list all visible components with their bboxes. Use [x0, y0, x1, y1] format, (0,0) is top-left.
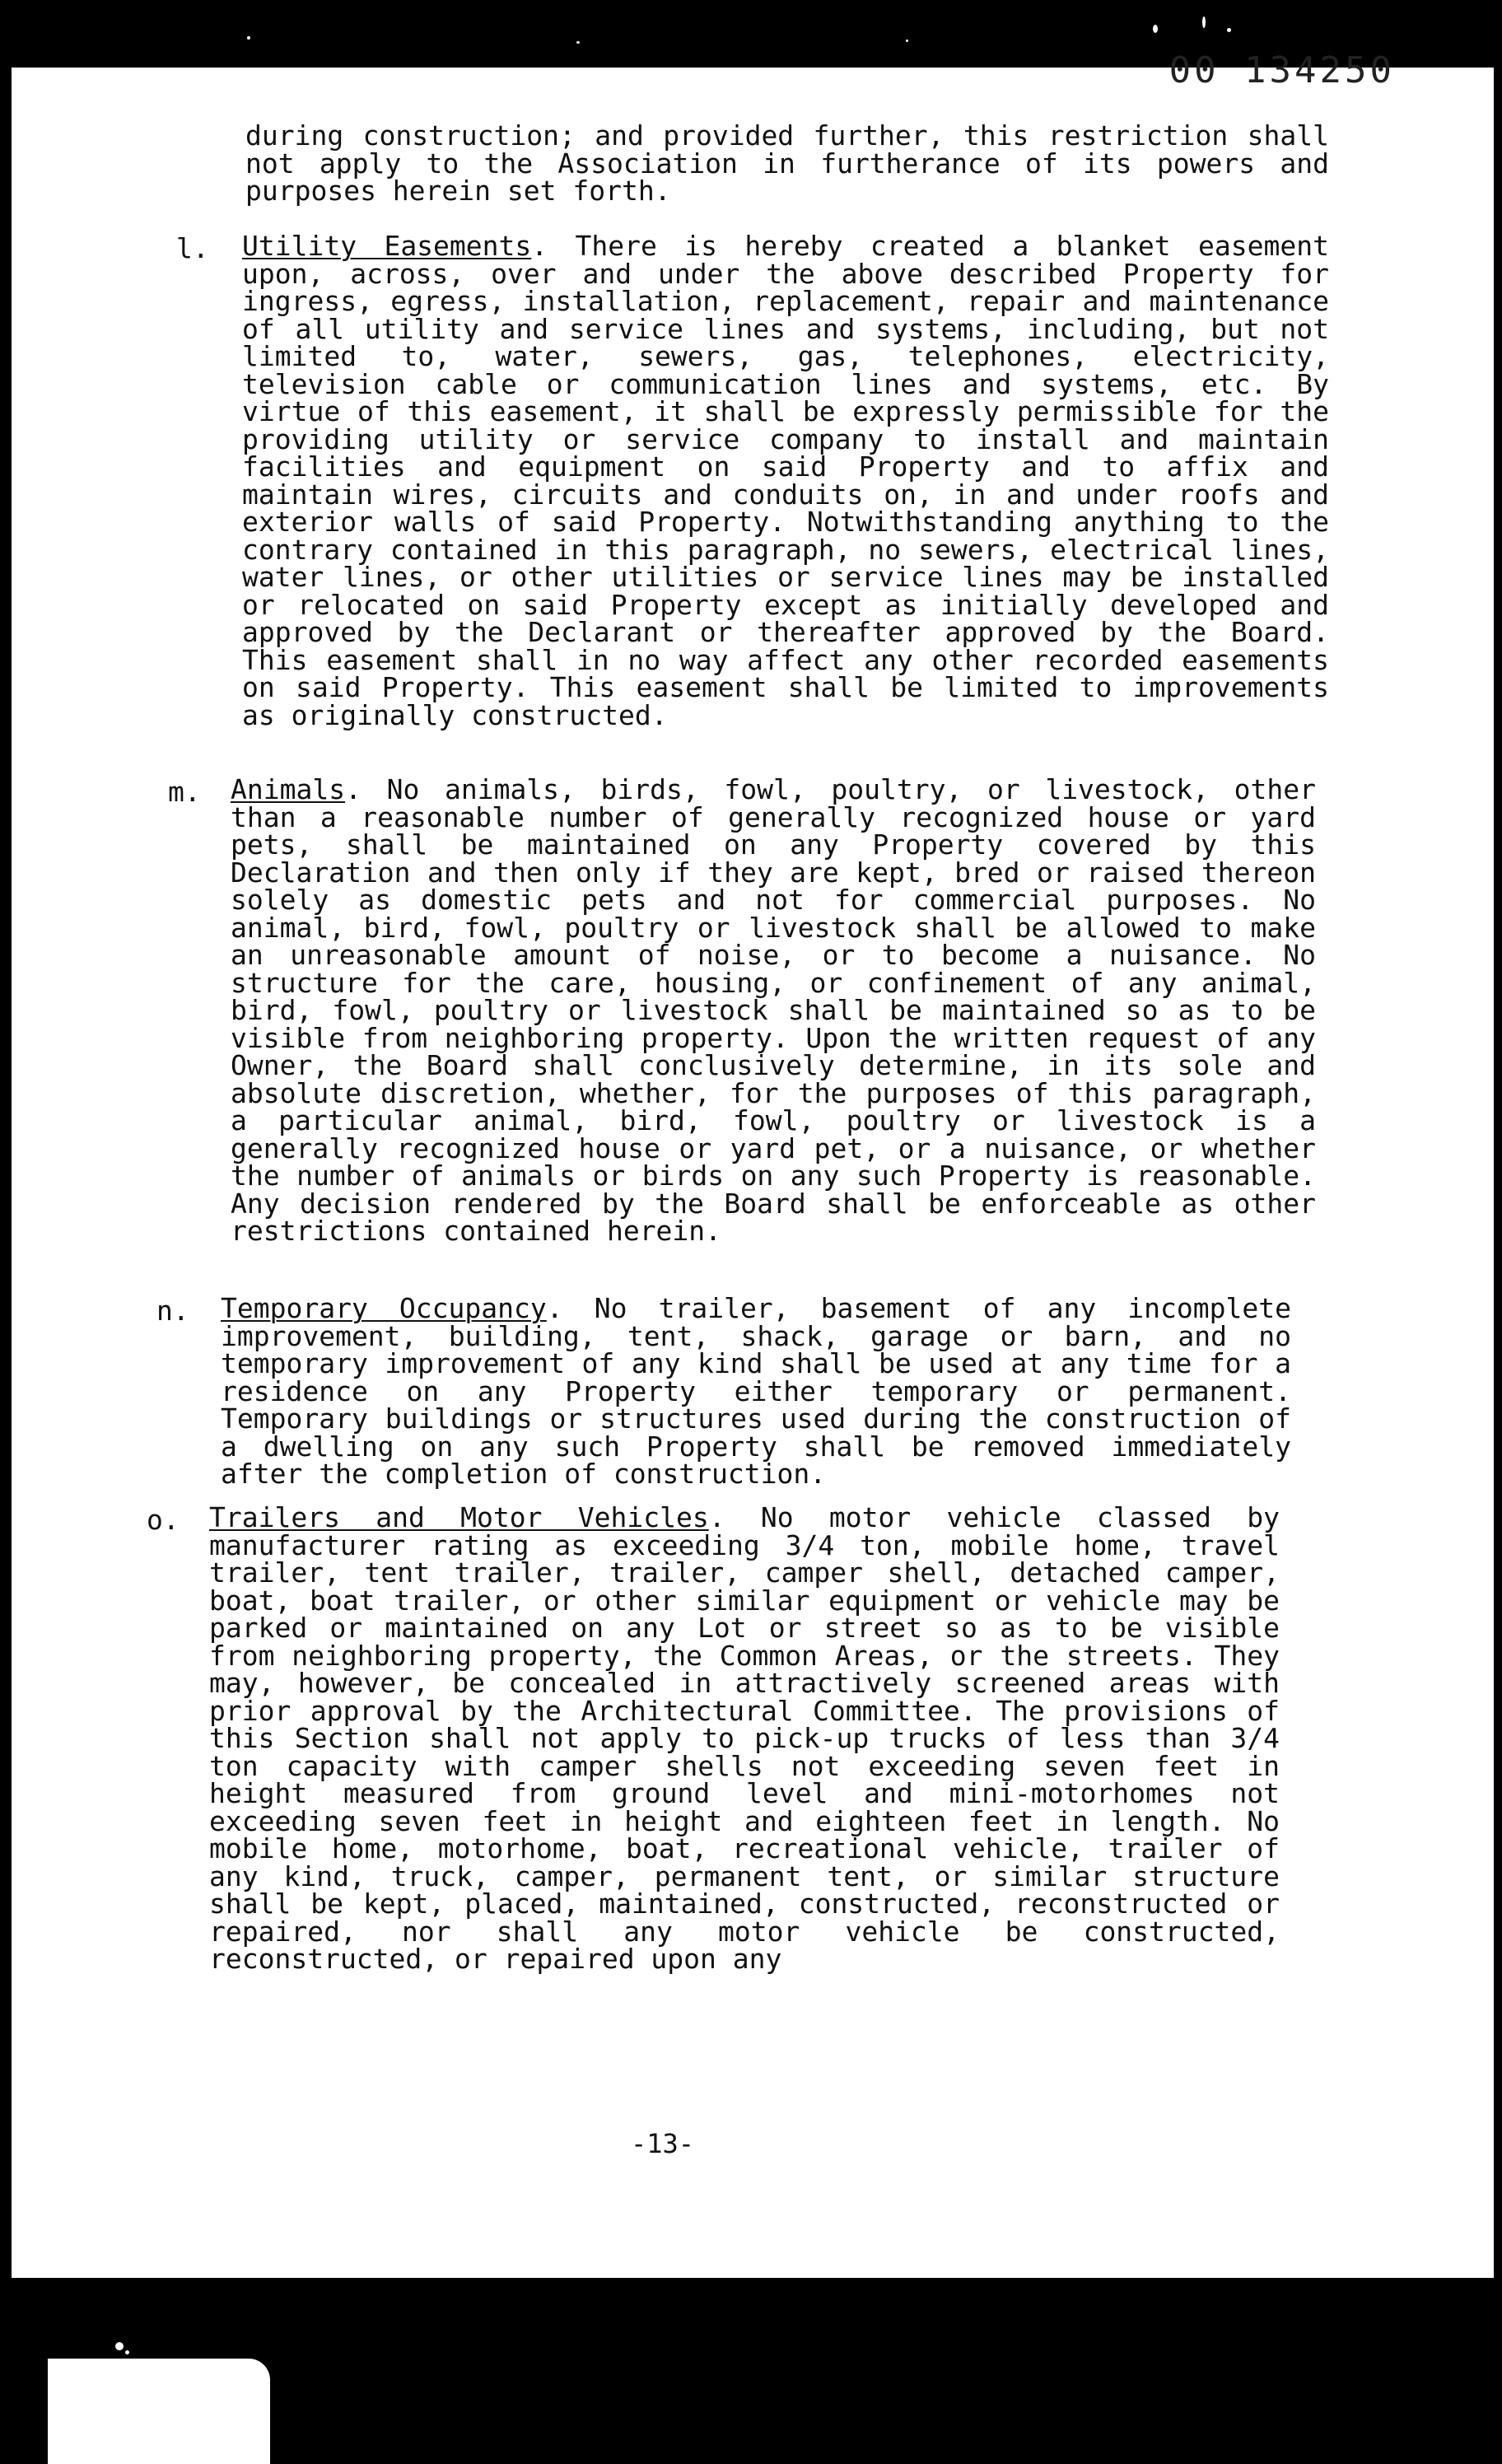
scan-label-patch [48, 2359, 270, 2464]
scan-speck [576, 41, 580, 44]
section-temporary-occupancy [221, 1292, 1291, 1490]
section-heading: Utility Easements [242, 230, 532, 262]
section-body: No animals, birds, fowl, poultry, or livestock, other than a reasonable number of generally recognized house or yard pets, shall be maintained on any Property covered by this Declaration and then only if they are kept, bred or raised thereon solely as domestic pets and not for commercial purposes. No animal, bird, fowl, poultry or livestock shall be allowed to make an unreasonable amount of noise, or to become a nuisance. No structure for the care, housing, or confinement of any animal, bird, fowl, poultry or livestock shall be maintained so as to be visible from neighboring property. Upon the written request of any Owner, the Board shall conclusively determine, in its sole and absolute discretion, whether, for the purposes of this paragraph, a particular animal, bird, fowl, poultry or livestock is a generally recognized house or yard pet, or a nuisance, or whether the number of animals or birds on any such Property is reasonable. Any decision rendered by the Board shall be enforceable as other restrictions contained herein. [231, 773, 1316, 1247]
document-number: 00 134250 [1168, 49, 1395, 91]
section-heading: Temporary Occupancy [221, 1292, 547, 1324]
section-animals [231, 773, 1316, 1247]
section-body: No motor vehicle classed by manufacturer rating as exceeding 3/4 ton, mobile home, travel trailer, tent trailer, trailer, camper shell, detached camper, boat, boat trailer, or other similar equipment or vehicle may be parked or maintained on any Lot or street so as to be visible from neighboring property, the Common Areas, or the streets. They may, however, be concealed in attractively screened areas with prior approval by the Architectural Committee. The provisions of this Section shall not apply to pick-up trucks of less than 3/4 ton capacity with camper shells not exceeding seven feet in height measured from ground level and mini-motorhomes not exceeding seven feet in height and eighteen feet in length. No mobile home, motorhome, boat, recreational vehicle, trailer of any kind, truck, camper, permanent tent, or similar structure shall be kept, placed, maintained, constructed, reconstructed or repaired, nor shall any motor vehicle be constructed, reconstructed, or repaired upon any [209, 1501, 1280, 1975]
section-letter: n. [156, 1295, 189, 1327]
section-trailers-motor-vehicles [209, 1501, 1280, 1975]
section-body: No trailer, basement of any incomplete improvement, building, tent, shack, garage or barn, and no temporary improvement of any kind shall be used at any time for a residence on any Property either temporary or permanent. Temporary buildings or structures used during the construction of a dwelling on any such Property shall be removed immediately after the completion of construction. [221, 1292, 1291, 1490]
heading-period: . [708, 1501, 725, 1533]
page-number: -13- [631, 2128, 695, 2159]
scan-speck [247, 36, 250, 40]
section-heading: Animals [231, 773, 346, 805]
continuation-paragraph: during construction; and provided further, this restriction shall not apply to the Association in furtherance of its powers and purposes herein set forth. [245, 119, 1329, 207]
document-page [12, 49, 1494, 2278]
scan-speck [1202, 16, 1206, 28]
heading-period: . [546, 1292, 563, 1324]
section-letter: o. [147, 1504, 180, 1536]
section-heading: Trailers and Motor Vehicles [209, 1501, 709, 1533]
section-body: There is hereby created a blanket easement upon, across, over and under the above described Property for ingress, egress, installation, replacement, repair and maintenance of all utility and service lines and systems, including, but not limited to, water, sewers, gas, telephones, electricity, television cable or communication lines and systems, etc. By virtue of this easement, it shall be expressly permissible for the providing utility or service company to install and maintain facilities and equipment on said Property and to affix and maintain wires, circuits and conduits on, in and under roofs and exterior walls of said Property. Notwithstanding anything to the contrary contained in this paragraph, no sewers, electrical lines, water lines, or other utilities or service lines may be installed or relocated on said Property except as initially developed and approved by the Declarant or thereafter approved by the Board. This easement shall in no way affect any other recorded easements on said Property. This easement shall be limited to improvements as originally constructed. [242, 230, 1329, 731]
scan-speck [906, 40, 908, 42]
section-letter: l. [176, 232, 209, 264]
scan-speck [1227, 28, 1231, 32]
heading-period: . [345, 773, 362, 805]
section-letter: m. [168, 776, 201, 808]
heading-period: . [531, 230, 548, 262]
scan-speck [125, 2350, 129, 2354]
scan-speck [1153, 25, 1158, 33]
scan-speck [115, 2342, 124, 2350]
section-utility-easements [242, 232, 1329, 729]
